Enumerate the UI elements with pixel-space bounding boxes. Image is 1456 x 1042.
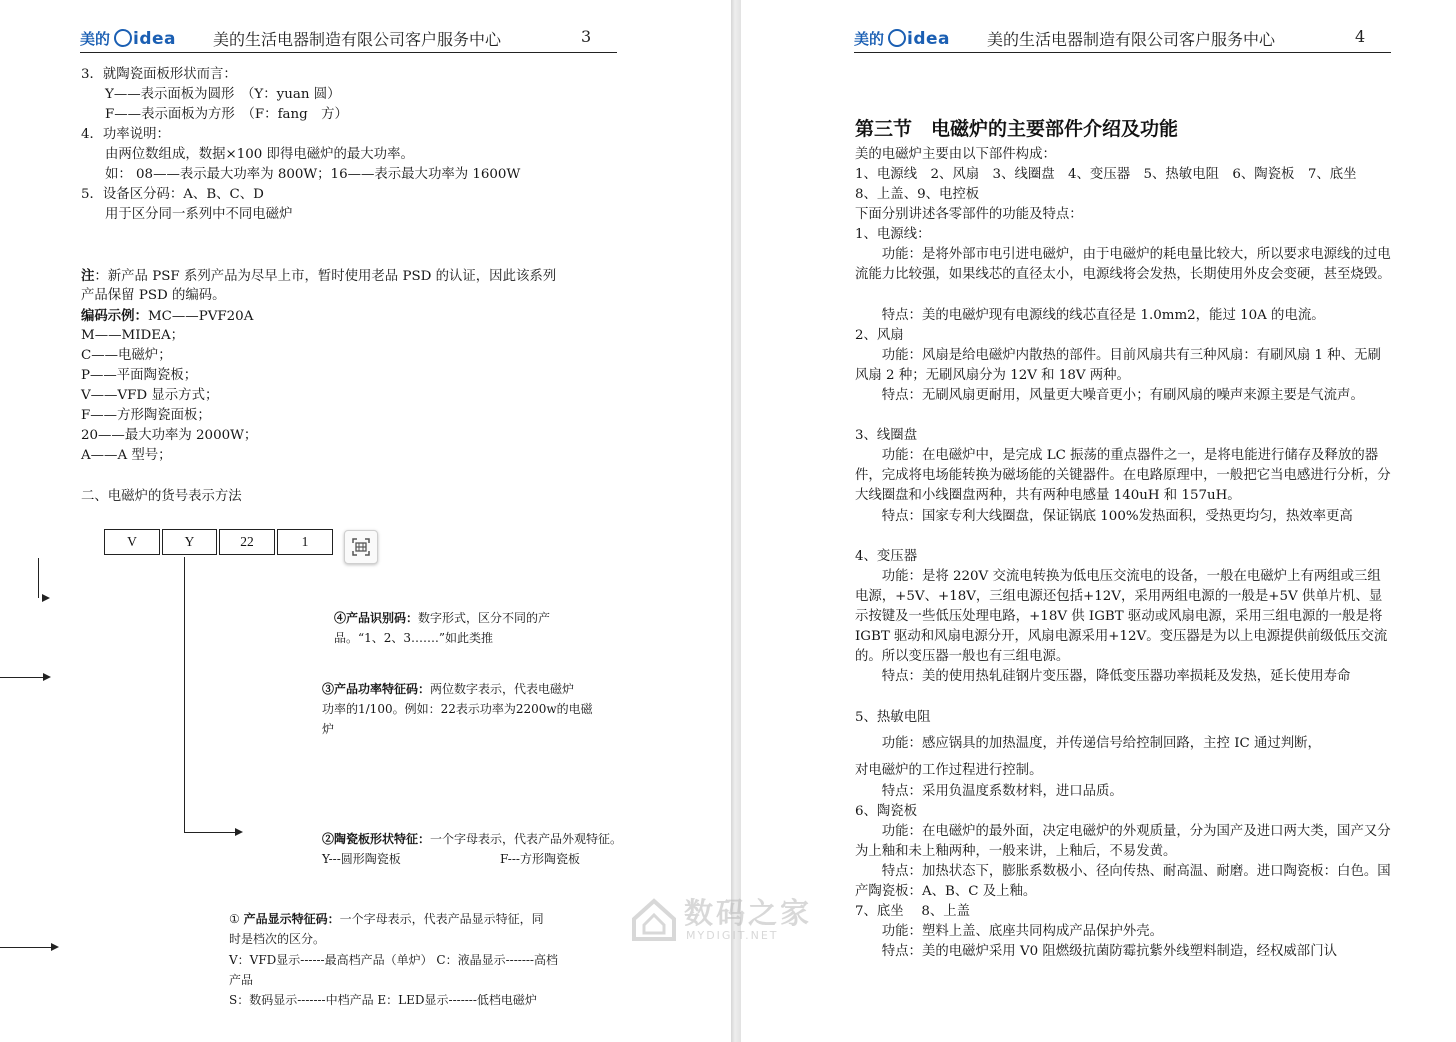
connector-line <box>184 557 185 833</box>
paragraph: 下面分别讲述各零部件的功能及特点： <box>855 207 1083 222</box>
annotation-4: ④产品识别码：数字形式，区分不同的产 <box>334 611 551 625</box>
paragraph: 1、电源线 2、风扇 3、线圈盘 4、变压器 5、热敏电阻 6、陶瓷板 7、底坐 8、上盖、9、电控板 <box>855 167 1375 203</box>
paragraph: 特点：采用负温度系数材料，进口品质。 <box>855 784 1123 799</box>
example-item: C——电磁炉； <box>81 348 172 363</box>
annotation-1-text: 产品 <box>229 973 254 987</box>
paragraph: 功能：是将外部市电引进电磁炉，由于电磁炉的耗电量比较大，所以要求电源线的过电流能力比较强，如果线芯的直径太小，电源线将会发热，长期使用外皮会变硬，甚至烧毁。 <box>855 247 1391 283</box>
paragraph: 3、线圈盘 <box>855 428 918 443</box>
scan-icon <box>345 531 377 563</box>
example-heading: 编码示例：MC——PVF20A <box>81 308 254 324</box>
scan-button[interactable] <box>344 530 378 564</box>
annotation-3: ③产品功率特征码：两位数字表示，代表电磁炉 <box>322 682 575 696</box>
text-line: 由两位数组成，数据×100 即得电磁炉的最大功率。 <box>105 147 414 162</box>
arrowhead <box>235 828 243 836</box>
connector-line <box>184 832 236 833</box>
annotation-1: ① 产品显示特征码：一个字母表示，代表产品显示特征，同 <box>229 912 544 926</box>
paragraph: 功能：在电磁炉中，是完成 LC 振荡的重点器件之一，是将电能进行储存及释放的器件，完成将电场能转换为磁场能的关键器件。在电路原理中，一般把它当电感进行分析，分大线圈盘和小线圈盘两种，共有两种电感量 140uH 和 157uH。 <box>855 448 1391 504</box>
paragraph: 功能：塑料上盖、底座共同构成产品保护外壳。 <box>855 924 1163 939</box>
annotation-2-f: F---方形陶瓷板 <box>500 852 580 866</box>
paragraph: 对电磁炉的工作过程进行控制。 <box>855 763 1043 778</box>
arrowhead <box>42 594 50 602</box>
paragraph: 1、电源线： <box>855 227 931 242</box>
header-title: 美的生活电器制造有限公司客户服务中心 <box>987 30 1276 49</box>
example-item: 20——最大功率为 2000W； <box>81 428 258 443</box>
arrowhead <box>43 673 51 681</box>
text-line: 4．功率说明： <box>81 127 170 142</box>
code-box: V <box>104 529 160 555</box>
example-item: M——MIDEA； <box>81 328 185 343</box>
paragraph: 功能：是将 220V 交流电转换为低电压交流电的设备，一般在电磁炉上有两组或三组电源，+5V、+18V，三组电源还包括+12V，采用两组电源的一般是+5V 供单片机、显示按键及一些低压处理电路，+18V 供 IGBT 驱动或风扇电源，采用三组电源的一般是将 IGBT 驱动和风扇电源分开，风扇电源采用+12V。变压器是为以上电源提供前级低压交流的。所以变压器一般也有三组电源。 <box>855 569 1388 665</box>
connector-line <box>38 558 39 598</box>
text-line: F——表示面板为方形 （F：fang 方） <box>105 107 348 122</box>
paragraph: 特点：美的使用热轧硅钢片变压器，降低变压器功率损耗及发热，延长使用寿命 <box>855 669 1351 684</box>
annotation-3-text: 功率的1/100。例如：22表示功率为2200w的电磁 <box>322 702 593 716</box>
paragraph: 7、底坐 8、上盖 <box>855 904 971 919</box>
section-heading: 第三节 电磁炉的主要部件介绍及功能 <box>855 118 1179 140</box>
arrowhead <box>51 943 59 951</box>
annotation-3-text: 炉 <box>322 722 335 736</box>
midea-logo: 美的 idea <box>80 29 177 49</box>
paragraph: 2、风扇 <box>855 328 904 343</box>
paragraph: 5、热敏电阻 <box>855 710 931 725</box>
connector-line <box>0 677 44 678</box>
watermark-subtitle: MYDIGIT.NET <box>686 929 779 942</box>
page-gutter <box>731 0 741 1042</box>
example-item: V——VFD 显示方式； <box>81 388 219 403</box>
paragraph: 6、陶瓷板 <box>855 804 918 819</box>
paragraph: 特点：加热状态下，膨胀系数极小、径向传热、耐高温、耐磨。进口陶瓷板：白色。国产陶瓷板：A、B、C 及上釉。 <box>855 864 1391 900</box>
paragraph: 特点：美的电磁炉现有电源线的线芯直径是 1.0mm2，能过 10A 的电流。 <box>855 308 1325 323</box>
text-line: Y——表示面板为圆形 （Y：yuan 圆） <box>105 87 341 102</box>
paragraph: 特点：美的电磁炉采用 V0 阻燃级抗菌防霉抗紫外线塑料制造，经权威部门认 <box>855 944 1337 959</box>
text-line: 5．设备区分码：A、B、C、D <box>81 187 264 202</box>
section-title: 二、电磁炉的货号表示方法 <box>81 489 242 504</box>
example-item: P——平面陶瓷板； <box>81 368 198 383</box>
note-text: 注：新产品 PSF 系列产品为尽早上市，暂时使用老品 PSD 的认证，因此该系列 <box>81 268 557 284</box>
connector-line <box>0 947 52 948</box>
paragraph: 功能：感应锅具的加热温度，并传递信号给控制回路，主控 IC 通过判断， <box>855 736 1321 751</box>
text-line: 如： 08——表示最大功率为 800W；16——表示最大功率为 1600W <box>105 167 521 182</box>
note-text: 产品保留 PSD 的编码。 <box>81 288 226 303</box>
page-number: 4 <box>1355 27 1366 46</box>
code-box: Y <box>162 529 217 555</box>
code-box: 1 <box>277 529 333 555</box>
page-header <box>80 26 617 53</box>
paragraph: 特点：无刷风扇更耐用，风量更大噪音更小；有刷风扇的噪声来源主要是气流声。 <box>855 388 1364 403</box>
paragraph: 美的电磁炉主要由以下部件构成： <box>855 147 1056 162</box>
example-item: F——方形陶瓷面板； <box>81 408 211 423</box>
paragraph: 4、变压器 <box>855 549 918 564</box>
house-logo-icon <box>628 893 680 945</box>
paragraph: 功能：在电磁炉的最外面，决定电磁炉的外观质量，分为国产及进口两大类，国产又分为上釉和未上釉两种，一般来讲，上釉后，不易发黄。 <box>855 824 1391 860</box>
annotation-2: ②陶瓷板形状特征：一个字母表示，代表产品外观特征。 <box>322 832 623 846</box>
code-box: 22 <box>219 529 275 555</box>
annotation-2-y: Y---圆形陶瓷板 <box>322 852 401 866</box>
annotation-4-text: 品。“1、2、3…….”如此类推 <box>334 631 493 645</box>
watermark <box>628 893 828 949</box>
midea-logo: 美的 idea <box>854 29 951 49</box>
annotation-1-text: V：VFD显示------最高档产品（单炉） C：液晶显示-------高档 <box>229 953 558 967</box>
page-header <box>854 26 1391 53</box>
header-title: 美的生活电器制造有限公司客户服务中心 <box>213 30 502 49</box>
paragraph: 功能：风扇是给电磁炉内散热的部件。目前风扇共有三种风扇：有刷风扇 1 种、无刷风扇 2 种；无刷风扇分为 12V 和 18V 两种。 <box>855 348 1381 384</box>
text-line: 3．就陶瓷面板形状而言： <box>81 67 237 82</box>
example-item: A——A 型号； <box>81 448 172 463</box>
watermark-title: 数码之家 <box>684 896 813 930</box>
annotation-1-text: S：数码显示-------中档产品 E：LED显示-------低档电磁炉 <box>229 993 537 1007</box>
document-page-4 <box>741 0 1456 1042</box>
page-number: 3 <box>581 27 592 46</box>
paragraph: 特点：国家专利大线圈盘，保证锅底 100%发热面积，受热更均匀，热效率更高 <box>855 509 1353 524</box>
text-line: 用于区分同一系列中不同电磁炉 <box>105 207 293 222</box>
annotation-1-text: 时是档次的区分。 <box>229 932 326 946</box>
